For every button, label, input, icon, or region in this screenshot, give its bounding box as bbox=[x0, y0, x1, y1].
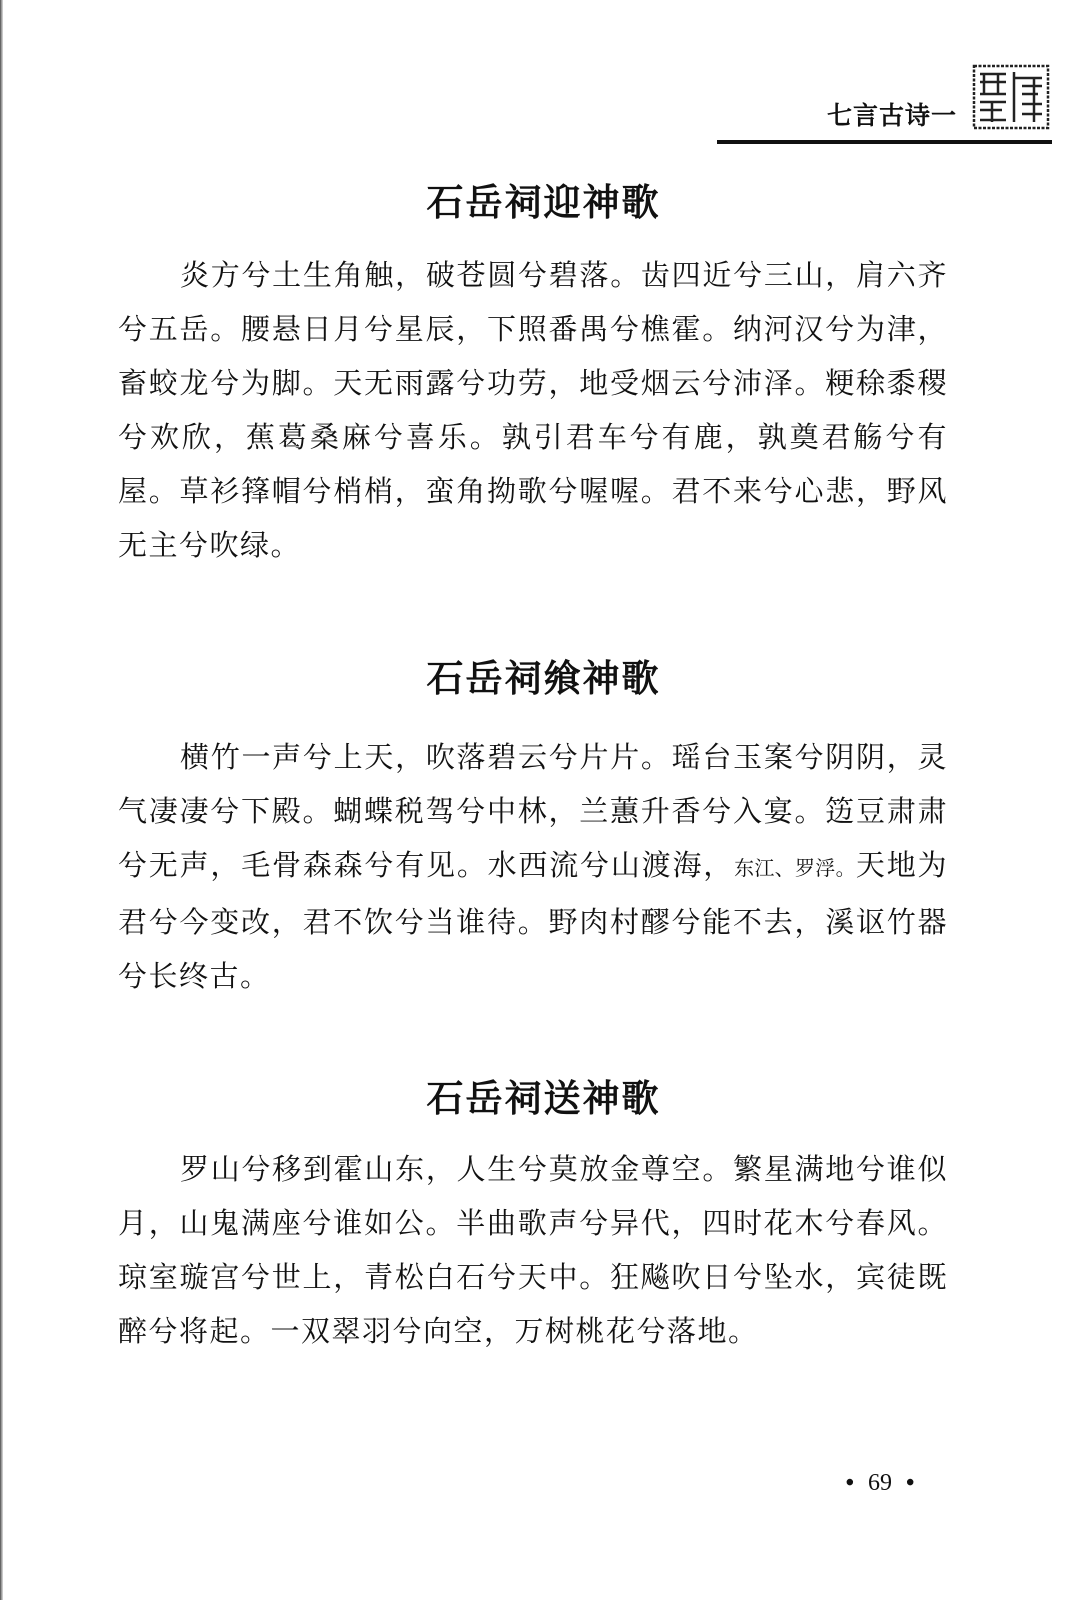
poem-body-2-annotation: 东江、罗浮。 bbox=[734, 856, 856, 880]
page-number-dot-left: • bbox=[845, 1470, 854, 1496]
poem-title-1: 石岳祠迎神歌 bbox=[426, 180, 661, 224]
poem-body-3: 罗山兮移到霍山东，人生兮莫放金尊空。繁星满地兮谁似月，山鬼满座兮谁如公。半曲歌声兮异代，四时花木兮春风。琼室璇宫兮世上，青松白石兮天中。狂飚吹日兮坠水，宾徒既醉兮将起。一双翠羽兮向空，万树桃花兮落地。 bbox=[118, 1152, 948, 1348]
header-rule-divider bbox=[717, 140, 1052, 144]
poem-body-2 bbox=[118, 730, 948, 1003]
poem-body-2-text-a: 横竹一声兮上天，吹落碧云兮片片。瑶台玉案兮阴阴，灵气凄凄兮下殿。蝴蝶税驾兮中林，兰蕙升香兮入宴。笾豆肃肃兮无声，毛骨森森兮有见。水西流兮山渡海， bbox=[118, 740, 948, 882]
seal-stamp-icon bbox=[972, 64, 1050, 130]
page-number-value: 69 bbox=[868, 1470, 892, 1496]
page-number-dot-right: • bbox=[906, 1470, 915, 1496]
page-number bbox=[820, 1470, 940, 1497]
poem-title-3: 石岳祠送神歌 bbox=[426, 1076, 661, 1120]
poem-body-1: 炎方兮土生角触，破苍圆兮碧落。齿四近兮三山，肩六齐兮五岳。腰悬日月兮星辰，下照番禺兮樵霍。纳河汉兮为津，畜蛟龙兮为脚。天无雨露兮功劳，地受烟云兮沛泽。粳稌黍稷兮欢欣，蕉葛桑麻兮喜乐。孰引君车兮有鹿，孰奠君觞兮有屋。草衫箨帽兮梢梢，蛮角拗歌兮喔喔。君不来兮心悲，野风无主兮吹绿。 bbox=[118, 258, 948, 562]
poem-body-2-text-b: 天地为君兮今变改，君不饮兮当谁待。野肉村醪兮能不去，溪讴竹器兮长终古。 bbox=[118, 848, 948, 993]
page-binding-edge bbox=[0, 0, 3, 1600]
poem-title-2: 石岳祠飨神歌 bbox=[426, 656, 661, 700]
running-header-title: 七言古诗一 bbox=[826, 101, 957, 130]
